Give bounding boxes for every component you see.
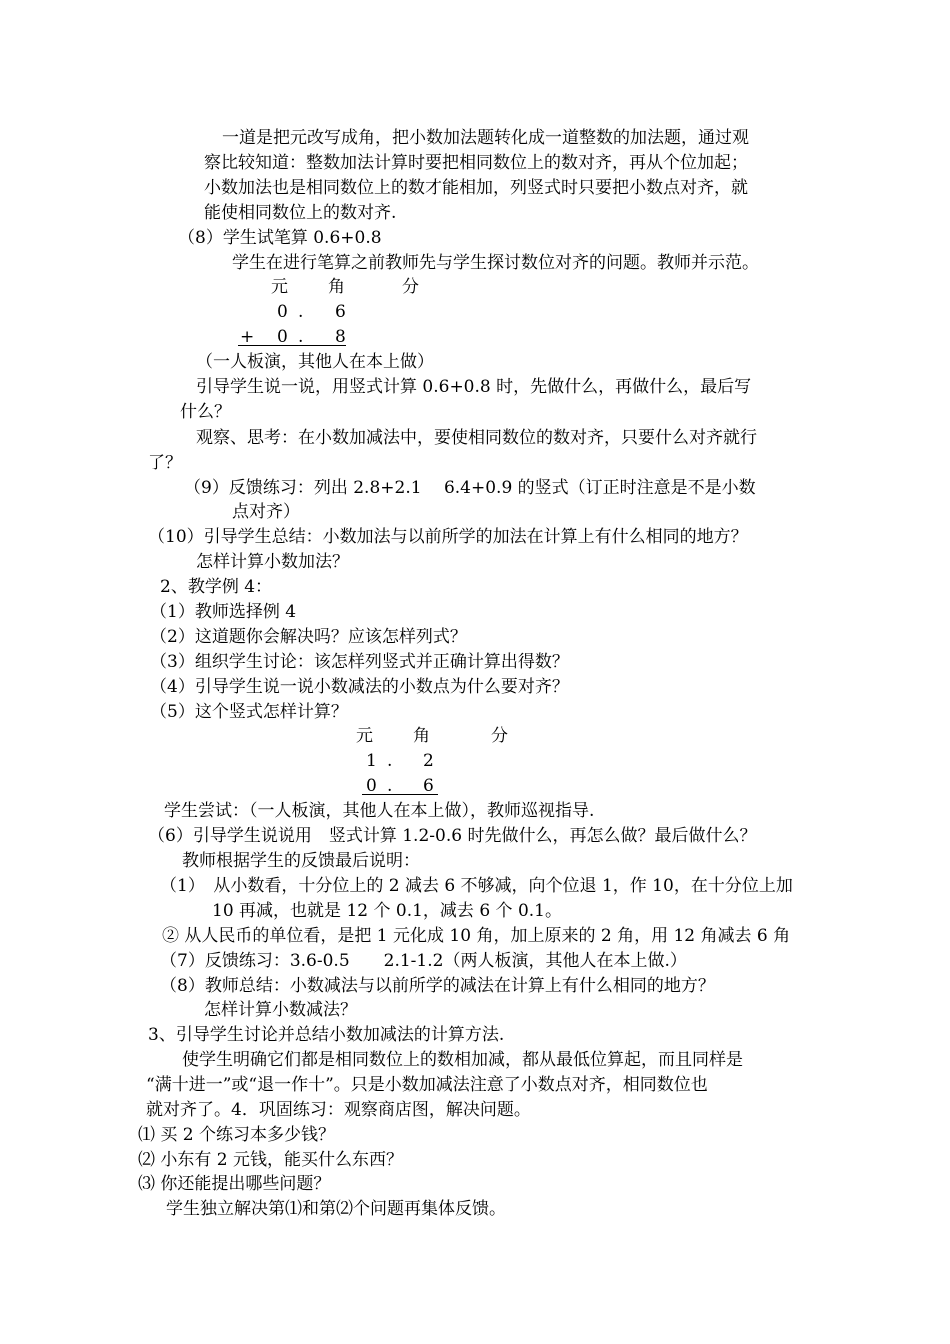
step9-line-1: （9）反馈练习：列出 2.8+2.1 6.4+0.9 的竖式（订正时注意是不是小数 [184,478,756,498]
calc-row2-digit: 0 [277,327,288,347]
step9-line-2: 点对齐） [232,502,300,522]
example4-step8-line-2: 怎样计算小数减法？ [204,1000,357,1020]
calc2-row1-digit: 1 [366,751,377,771]
section3-paragraph-line-1: 使学生明确它们都是相同数位上的数相加减，都从最低位算起，而且同样是 [182,1050,743,1070]
calc2-row2-digit: 0 [366,776,377,796]
intro-line-4: 能使相同数位上的数对齐. [204,203,397,223]
calc-header-fen: 分 [402,277,419,297]
calc2-row1-digit2: 2 [423,751,434,771]
calc2-header-yuan: 元 [356,726,373,746]
example4-item-3: （3）组织学生讨论：该怎样列竖式并正确计算出得数？ [150,652,569,672]
calc-header-yuan: 元 [271,277,288,297]
example4-step8-line-1: （8）教师总结：小数减法与以前所学的减法在计算上有什么相同的地方？ [160,976,715,996]
section3-heading: 3、引导学生讨论并总结小数加减法的计算方法. [148,1025,505,1045]
calc-row1-point: . [298,302,304,322]
closing-line: 学生独立解决第⑴和第⑵个问题再集体反馈。 [166,1199,506,1219]
calc2-row2-point: . [387,776,393,796]
step8-description: 学生在进行笔算之前教师先与学生探讨数位对齐的问题。教师并示范。 [232,253,759,273]
step8-heading: （8）学生试笔算 0.6+0.8 [178,228,382,248]
calc-row2-digit2: 8 [335,327,346,347]
example4-teacher-explain: 教师根据学生的反馈最后说明： [182,851,420,871]
example4-point2: ② 从人民币的单位看，是把 1 元化成 10 角，加上原来的 2 角，用 12 角减去 6 角 [162,926,791,946]
calc2-header-jiao: 角 [413,726,430,746]
example4-item-4: （4）引导学生说一说小数减法的小数点为什么要对齐？ [150,677,569,697]
step8-note: （一人板演，其他人在本上做） [196,352,434,372]
example4-point1-line-2: 10 再减，也就是 12 个 0.1，减去 6 个 0.1。 [212,901,562,921]
example4-step7: （7）反馈练习：3.6-0.5 2.1-1.2（两人板演，其他人在本上做.） [160,951,687,971]
calc-row1-digit: 0 [277,302,288,322]
section3-paragraph-line-2: “满十进一”或“退一作十”。只是小数加减法注意了小数点对齐，相同数位也 [146,1075,708,1095]
calc-underline [238,345,346,346]
question-2: ⑵ 小东有 2 元钱，能买什么东西？ [138,1150,404,1170]
question-1: ⑴ 买 2 个练习本多少钱？ [138,1125,336,1145]
example4-step6: （6）引导学生说说用 竖式计算 1.2-0.6 时先做什么，再怎么做？最后做什么？ [148,826,757,846]
calc2-underline [362,794,438,795]
step8-guide-line-1: 引导学生说一说，用竖式计算 0.6+0.8 时，先做什么，再做什么，最后写 [196,377,752,397]
step8-guide-line-2: 什么？ [180,402,231,422]
example4-attempt: 学生尝试：（一人板演，其他人在本上做），教师巡视指导. [164,801,595,821]
example4-point1-line-1: （1） 从小数看，十分位上的 2 减去 6 不够减，向个位退 1，作 10，在十分位上加 [160,876,793,896]
section3-paragraph-line-3: 就对齐了。4．巩固练习：观察商店图，解决问题。 [146,1100,531,1120]
calc2-row2-digit2: 6 [423,776,434,796]
step8-observe-line-2: 了？ [148,453,182,473]
step10-line-1: （10）引导学生总结：小数加法与以前所学的加法在计算上有什么相同的地方？ [148,527,748,547]
intro-line-3: 小数加法也是相同数位上的数才能相加，列竖式时只要把小数点对齐，就 [204,178,748,198]
step10-line-2: 怎样计算小数加法？ [196,552,349,572]
calc-row2-plus: + [240,327,255,347]
example4-item-5: （5）这个竖式怎样计算？ [150,702,348,722]
step8-observe-line-1: 观察、思考：在小数加减法中，要使相同数位的数对齐，只要什么对齐就行 [196,428,757,448]
calc2-header-fen: 分 [491,726,508,746]
calc-row2-point: . [298,327,304,347]
calc2-row1-point: . [387,751,393,771]
example4-item-2: （2）这道题你会解决吗？应该怎样列式？ [150,627,467,647]
question-3: ⑶ 你还能提出哪些问题？ [138,1174,331,1194]
intro-line-1: 一道是把元改写成角，把小数加法题转化成一道整数的加法题，通过观 [222,128,749,148]
intro-line-2: 察比较知道：整数加法计算时要把相同数位上的数对齐，再从个位加起； [204,153,748,173]
example4-heading: 2、教学例 4： [160,577,273,597]
calc-row1-digit2: 6 [335,302,346,322]
example4-item-1: （1）教师选择例 4 [150,602,297,622]
calc-header-jiao: 角 [328,277,345,297]
